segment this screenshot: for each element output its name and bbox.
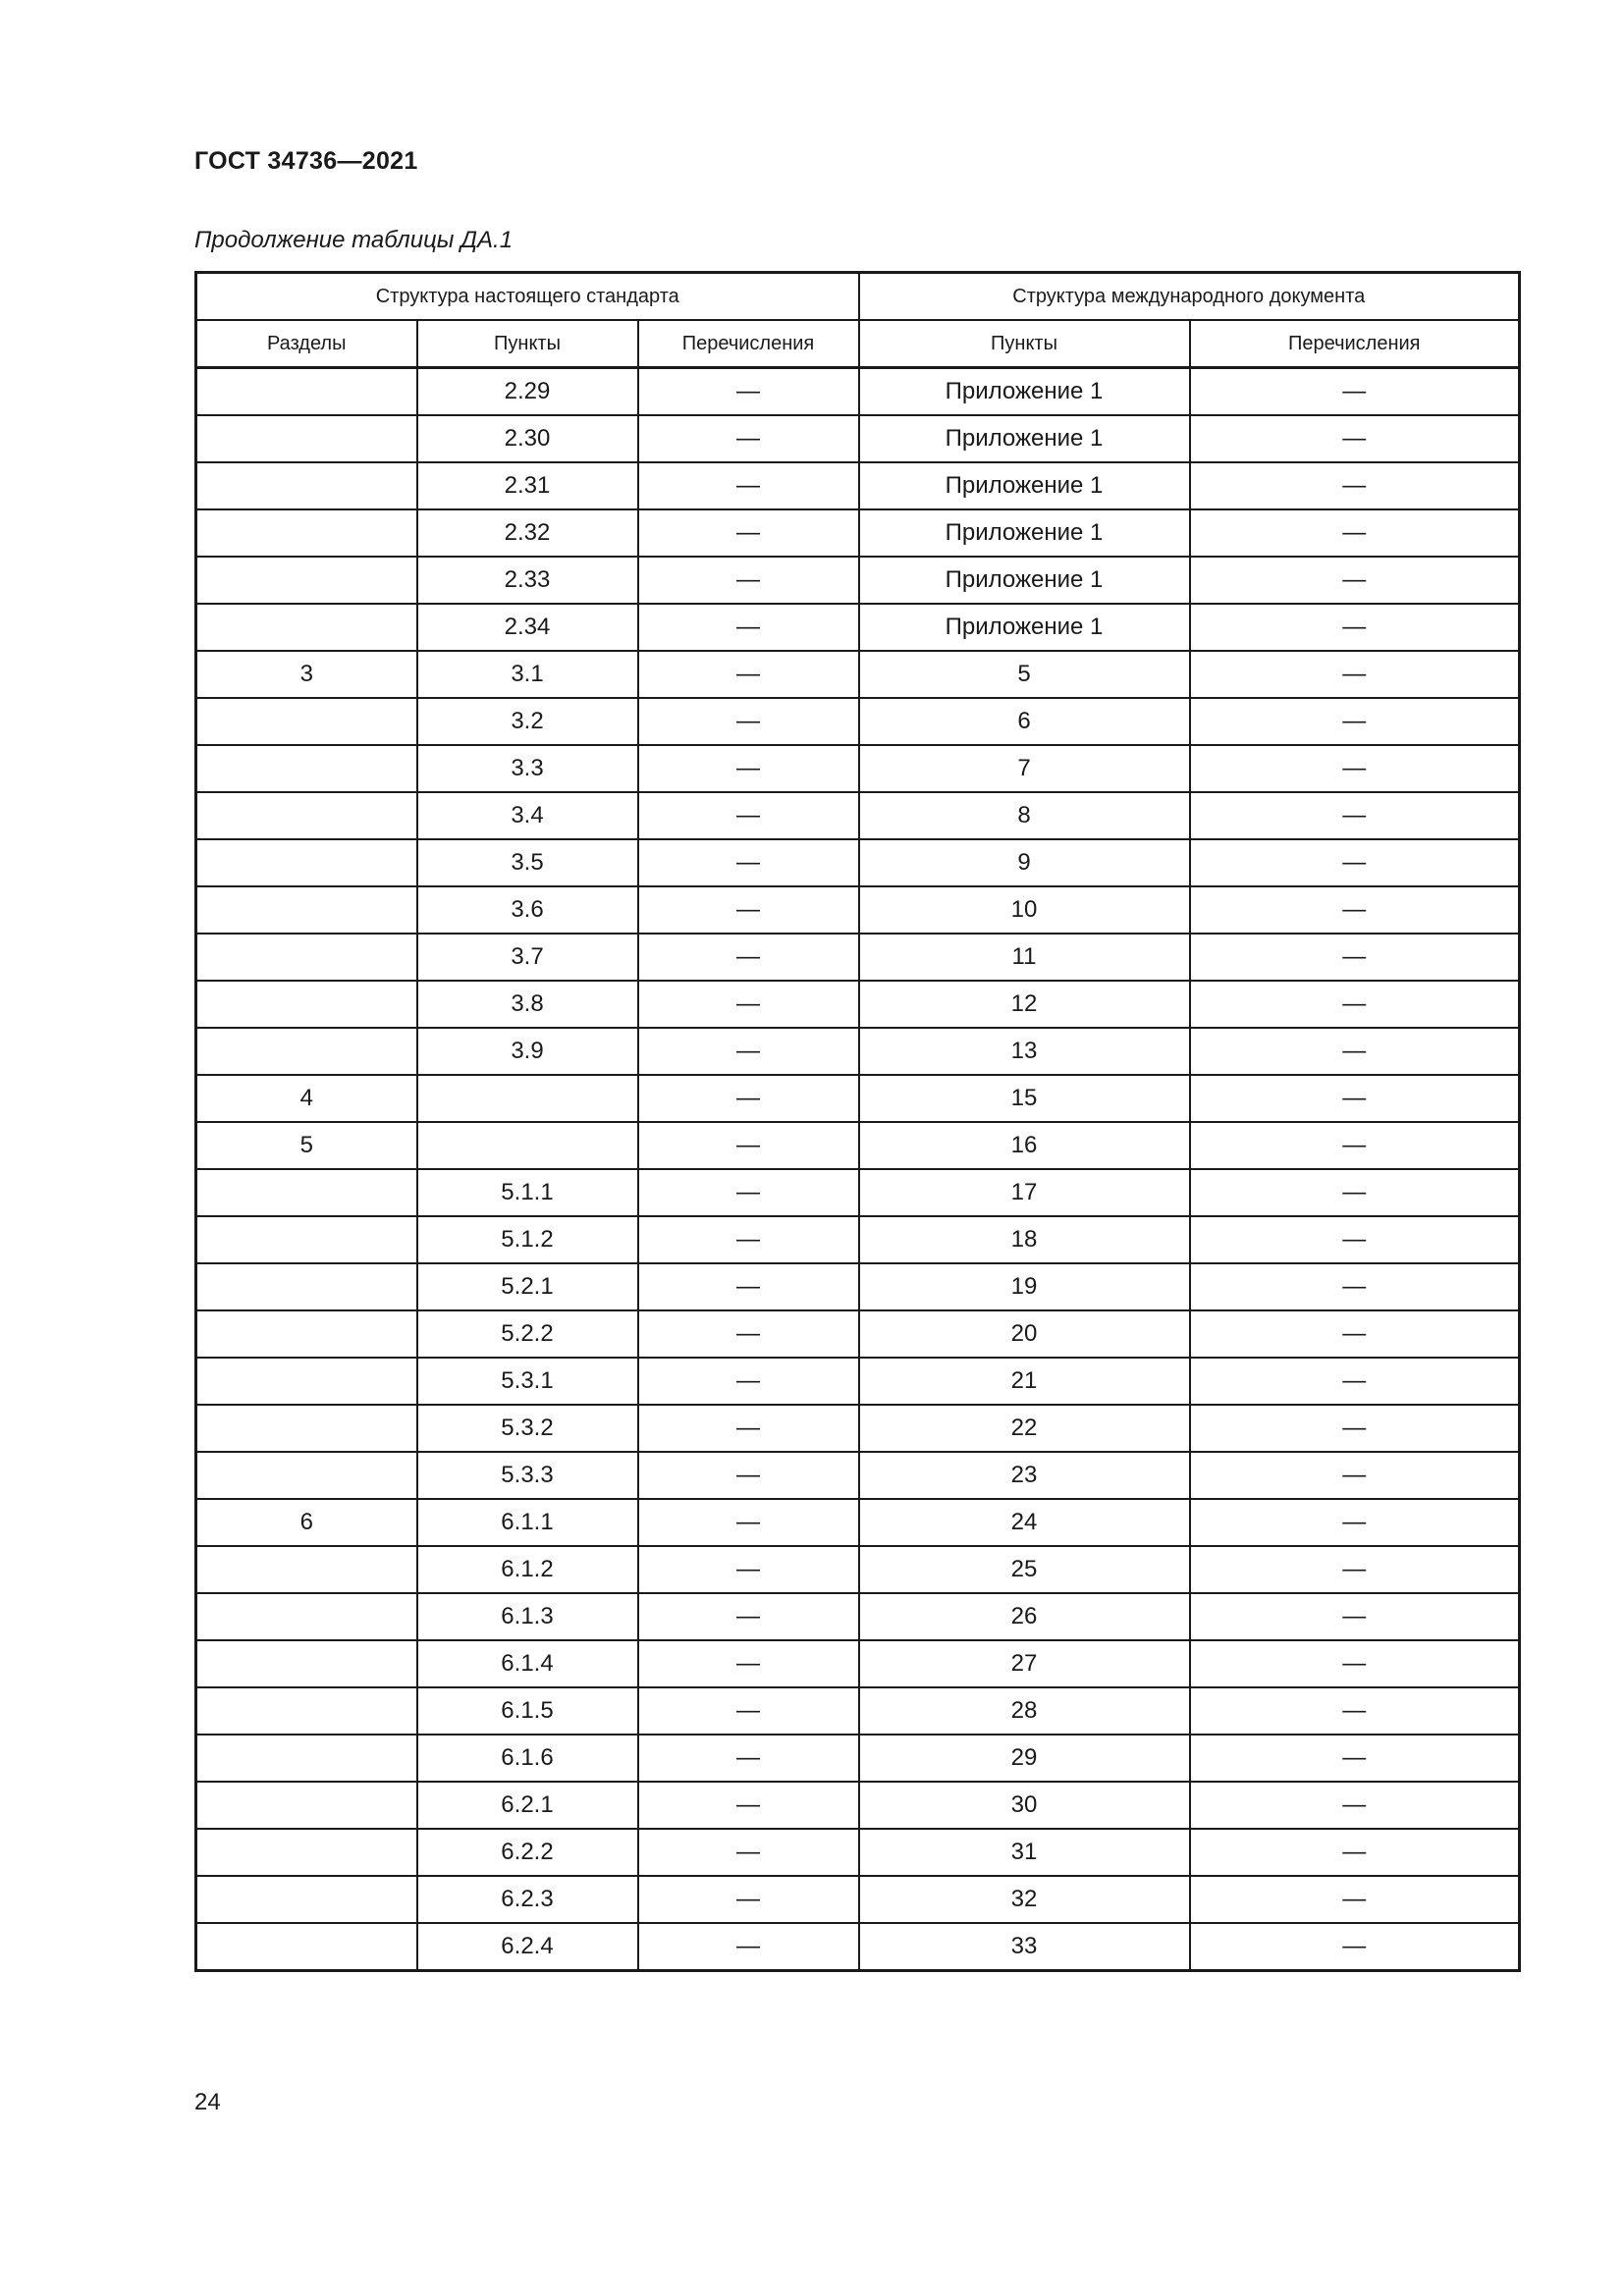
row-section-cell: 5 [196, 1122, 417, 1169]
row-intl-enumeration-cell: — [1190, 839, 1520, 886]
row-clause-cell: 2.32 [417, 509, 638, 557]
row-intl-clause-cell: 5 [859, 651, 1190, 698]
row-enumeration-cell: — [638, 792, 859, 839]
row-section-cell [196, 698, 417, 745]
row-enumeration-cell: — [638, 1122, 859, 1169]
row-intl-clause-cell: 30 [859, 1782, 1190, 1829]
row-enumeration-cell: — [638, 1829, 859, 1876]
row-intl-clause-cell: 26 [859, 1593, 1190, 1640]
row-clause-cell [417, 1122, 638, 1169]
table-row [196, 1593, 1520, 1640]
row-intl-enumeration-cell: — [1190, 1923, 1520, 1971]
row-clause-cell: 5.3.1 [417, 1358, 638, 1405]
row-section-cell [196, 886, 417, 934]
row-enumeration-cell: — [638, 1593, 859, 1640]
row-section-cell [196, 1216, 417, 1263]
table-row [196, 604, 1520, 651]
row-intl-clause-cell: Приложение 1 [859, 604, 1190, 651]
row-section-cell [196, 1876, 417, 1923]
column-header-enumerations: Перечисления [638, 320, 859, 368]
row-enumeration-cell: — [638, 1405, 859, 1452]
row-enumeration-cell: — [638, 1310, 859, 1358]
row-enumeration-cell: — [638, 1782, 859, 1829]
row-intl-enumeration-cell: — [1190, 651, 1520, 698]
row-enumeration-cell: — [638, 1028, 859, 1075]
row-section-cell [196, 462, 417, 509]
row-section-cell [196, 509, 417, 557]
row-intl-enumeration-cell: — [1190, 1216, 1520, 1263]
row-section-cell [196, 745, 417, 792]
row-clause-cell: 5.2.2 [417, 1310, 638, 1358]
table-row [196, 886, 1520, 934]
row-intl-enumeration-cell: — [1190, 1782, 1520, 1829]
row-intl-clause-cell: Приложение 1 [859, 368, 1190, 416]
row-intl-clause-cell: 27 [859, 1640, 1190, 1687]
table-row [196, 415, 1520, 462]
table-header [196, 273, 1520, 368]
row-enumeration-cell: — [638, 368, 859, 416]
row-intl-clause-cell: 16 [859, 1122, 1190, 1169]
row-intl-enumeration-cell: — [1190, 1829, 1520, 1876]
row-intl-enumeration-cell: — [1190, 1640, 1520, 1687]
row-intl-clause-cell: 17 [859, 1169, 1190, 1216]
table-row [196, 557, 1520, 604]
row-clause-cell: 3.6 [417, 886, 638, 934]
row-clause-cell: 6.1.6 [417, 1735, 638, 1782]
row-intl-clause-cell: 21 [859, 1358, 1190, 1405]
row-clause-cell: 2.34 [417, 604, 638, 651]
row-enumeration-cell: — [638, 651, 859, 698]
row-enumeration-cell: — [638, 1263, 859, 1310]
row-section-cell [196, 1829, 417, 1876]
row-intl-clause-cell: 24 [859, 1499, 1190, 1546]
row-clause-cell: 6.1.3 [417, 1593, 638, 1640]
row-intl-clause-cell: 25 [859, 1546, 1190, 1593]
row-clause-cell: 3.7 [417, 934, 638, 981]
row-intl-enumeration-cell: — [1190, 1122, 1520, 1169]
row-section-cell [196, 792, 417, 839]
row-clause-cell: 6.1.5 [417, 1687, 638, 1735]
row-enumeration-cell: — [638, 557, 859, 604]
row-enumeration-cell: — [638, 1876, 859, 1923]
row-clause-cell: 2.29 [417, 368, 638, 416]
row-section-cell: 4 [196, 1075, 417, 1122]
row-enumeration-cell: — [638, 745, 859, 792]
row-intl-clause-cell: 11 [859, 934, 1190, 981]
row-clause-cell: 6.1.2 [417, 1546, 638, 1593]
row-intl-clause-cell: Приложение 1 [859, 557, 1190, 604]
row-enumeration-cell: — [638, 1546, 859, 1593]
row-clause-cell: 6.2.4 [417, 1923, 638, 1971]
table-row [196, 1829, 1520, 1876]
row-clause-cell: 6.2.2 [417, 1829, 638, 1876]
row-section-cell [196, 1310, 417, 1358]
row-intl-clause-cell: 29 [859, 1735, 1190, 1782]
row-intl-enumeration-cell: — [1190, 792, 1520, 839]
row-intl-enumeration-cell: — [1190, 1593, 1520, 1640]
row-intl-enumeration-cell: — [1190, 1687, 1520, 1735]
row-intl-clause-cell: Приложение 1 [859, 462, 1190, 509]
row-intl-clause-cell: 20 [859, 1310, 1190, 1358]
table-row [196, 1876, 1520, 1923]
table-row [196, 1923, 1520, 1971]
column-header-clauses: Пункты [417, 320, 638, 368]
row-enumeration-cell: — [638, 604, 859, 651]
row-enumeration-cell: — [638, 1923, 859, 1971]
row-section-cell [196, 1923, 417, 1971]
row-clause-cell: 5.3.2 [417, 1405, 638, 1452]
row-intl-enumeration-cell: — [1190, 1310, 1520, 1358]
row-section-cell: 6 [196, 1499, 417, 1546]
row-section-cell [196, 1028, 417, 1075]
row-section-cell [196, 1640, 417, 1687]
row-intl-enumeration-cell: — [1190, 1405, 1520, 1452]
row-intl-clause-cell: 22 [859, 1405, 1190, 1452]
table-row [196, 1028, 1520, 1075]
row-intl-enumeration-cell: — [1190, 698, 1520, 745]
row-intl-clause-cell: 15 [859, 1075, 1190, 1122]
table-row [196, 1169, 1520, 1216]
row-clause-cell: 3.5 [417, 839, 638, 886]
row-intl-clause-cell: 28 [859, 1687, 1190, 1735]
row-intl-enumeration-cell: — [1190, 1263, 1520, 1310]
row-intl-enumeration-cell: — [1190, 1169, 1520, 1216]
table-row [196, 698, 1520, 745]
row-intl-clause-cell: 12 [859, 981, 1190, 1028]
row-intl-enumeration-cell: — [1190, 1876, 1520, 1923]
page-number: 24 [194, 2089, 221, 2115]
column-header-intl-enumerations: Перечисления [1190, 320, 1520, 368]
correspondence-table [194, 271, 1521, 1972]
table-body [196, 368, 1520, 1971]
row-clause-cell: 3.2 [417, 698, 638, 745]
row-intl-clause-cell: 32 [859, 1876, 1190, 1923]
row-intl-enumeration-cell: — [1190, 1452, 1520, 1499]
row-intl-clause-cell: 6 [859, 698, 1190, 745]
row-intl-enumeration-cell: — [1190, 1735, 1520, 1782]
row-intl-clause-cell: 33 [859, 1923, 1190, 1971]
table-row [196, 1358, 1520, 1405]
table-row [196, 981, 1520, 1028]
row-enumeration-cell: — [638, 415, 859, 462]
row-intl-clause-cell: 23 [859, 1452, 1190, 1499]
row-clause-cell: 5.1.2 [417, 1216, 638, 1263]
row-intl-enumeration-cell: — [1190, 1499, 1520, 1546]
table-row [196, 462, 1520, 509]
column-header-row [196, 320, 1520, 368]
row-enumeration-cell: — [638, 839, 859, 886]
row-clause-cell: 6.2.3 [417, 1876, 638, 1923]
table-row [196, 1216, 1520, 1263]
row-section-cell [196, 1263, 417, 1310]
row-clause-cell: 3.3 [417, 745, 638, 792]
row-clause-cell [417, 1075, 638, 1122]
table-row [196, 1499, 1520, 1546]
row-clause-cell: 3.8 [417, 981, 638, 1028]
row-intl-clause-cell: Приложение 1 [859, 509, 1190, 557]
row-intl-clause-cell: 13 [859, 1028, 1190, 1075]
row-intl-clause-cell: 31 [859, 1829, 1190, 1876]
row-section-cell [196, 1452, 417, 1499]
row-intl-enumeration-cell: — [1190, 745, 1520, 792]
row-section-cell [196, 557, 417, 604]
row-clause-cell: 3.9 [417, 1028, 638, 1075]
table-row [196, 651, 1520, 698]
row-enumeration-cell: — [638, 1452, 859, 1499]
row-intl-clause-cell: 8 [859, 792, 1190, 839]
table-row [196, 1263, 1520, 1310]
row-enumeration-cell: — [638, 1499, 859, 1546]
international-structure-header: Структура международного документа [859, 273, 1520, 321]
row-section-cell [196, 415, 417, 462]
row-clause-cell: 5.1.1 [417, 1169, 638, 1216]
table-row [196, 1782, 1520, 1829]
row-clause-cell: 5.2.1 [417, 1263, 638, 1310]
row-section-cell [196, 1782, 417, 1829]
row-enumeration-cell: — [638, 462, 859, 509]
row-clause-cell: 5.3.3 [417, 1452, 638, 1499]
row-intl-clause-cell: 18 [859, 1216, 1190, 1263]
row-section-cell [196, 839, 417, 886]
row-intl-enumeration-cell: — [1190, 934, 1520, 981]
document-code-header: ГОСТ 34736—2021 [194, 147, 418, 175]
row-clause-cell: 3.4 [417, 792, 638, 839]
table-row [196, 1546, 1520, 1593]
row-section-cell [196, 1687, 417, 1735]
national-structure-header: Структура настоящего стандарта [196, 273, 859, 321]
table-row [196, 745, 1520, 792]
row-intl-clause-cell: 7 [859, 745, 1190, 792]
row-section-cell [196, 1405, 417, 1452]
row-section-cell [196, 981, 417, 1028]
row-intl-clause-cell: 19 [859, 1263, 1190, 1310]
row-clause-cell: 2.33 [417, 557, 638, 604]
table-row [196, 1452, 1520, 1499]
table-row [196, 1310, 1520, 1358]
table-row [196, 1640, 1520, 1687]
table-row [196, 1687, 1520, 1735]
row-enumeration-cell: — [638, 934, 859, 981]
row-intl-enumeration-cell: — [1190, 509, 1520, 557]
row-section-cell [196, 1358, 417, 1405]
row-intl-enumeration-cell: — [1190, 981, 1520, 1028]
row-intl-enumeration-cell: — [1190, 604, 1520, 651]
row-intl-enumeration-cell: — [1190, 886, 1520, 934]
row-clause-cell: 2.30 [417, 415, 638, 462]
row-enumeration-cell: — [638, 509, 859, 557]
column-header-intl-clauses: Пункты [859, 320, 1190, 368]
row-intl-clause-cell: 10 [859, 886, 1190, 934]
table-row [196, 509, 1520, 557]
row-clause-cell: 2.31 [417, 462, 638, 509]
table-row [196, 792, 1520, 839]
row-enumeration-cell: — [638, 1687, 859, 1735]
row-intl-enumeration-cell: — [1190, 1075, 1520, 1122]
table-caption: Продолжение таблицы ДА.1 [194, 227, 514, 253]
row-enumeration-cell: — [638, 1735, 859, 1782]
row-intl-clause-cell: 9 [859, 839, 1190, 886]
row-enumeration-cell: — [638, 1216, 859, 1263]
row-enumeration-cell: — [638, 1640, 859, 1687]
row-section-cell [196, 1546, 417, 1593]
row-section-cell [196, 368, 417, 416]
row-section-cell [196, 1735, 417, 1782]
table-row [196, 934, 1520, 981]
table-row [196, 1735, 1520, 1782]
row-intl-enumeration-cell: — [1190, 1028, 1520, 1075]
row-clause-cell: 6.1.1 [417, 1499, 638, 1546]
row-intl-enumeration-cell: — [1190, 557, 1520, 604]
table-row [196, 1075, 1520, 1122]
row-intl-enumeration-cell: — [1190, 462, 1520, 509]
table-row [196, 368, 1520, 416]
row-enumeration-cell: — [638, 1358, 859, 1405]
row-intl-enumeration-cell: — [1190, 1358, 1520, 1405]
column-header-sections: Разделы [196, 320, 417, 368]
row-section-cell: 3 [196, 651, 417, 698]
row-clause-cell: 3.1 [417, 651, 638, 698]
row-intl-enumeration-cell: — [1190, 368, 1520, 416]
row-enumeration-cell: — [638, 886, 859, 934]
table-row [196, 839, 1520, 886]
row-enumeration-cell: — [638, 1075, 859, 1122]
group-header-row [196, 273, 1520, 321]
row-section-cell [196, 1593, 417, 1640]
row-intl-enumeration-cell: — [1190, 415, 1520, 462]
row-section-cell [196, 934, 417, 981]
row-enumeration-cell: — [638, 1169, 859, 1216]
row-section-cell [196, 604, 417, 651]
row-clause-cell: 6.2.1 [417, 1782, 638, 1829]
row-clause-cell: 6.1.4 [417, 1640, 638, 1687]
row-section-cell [196, 1169, 417, 1216]
row-enumeration-cell: — [638, 698, 859, 745]
row-intl-clause-cell: Приложение 1 [859, 415, 1190, 462]
row-enumeration-cell: — [638, 981, 859, 1028]
row-intl-enumeration-cell: — [1190, 1546, 1520, 1593]
table-row [196, 1122, 1520, 1169]
table-row [196, 1405, 1520, 1452]
